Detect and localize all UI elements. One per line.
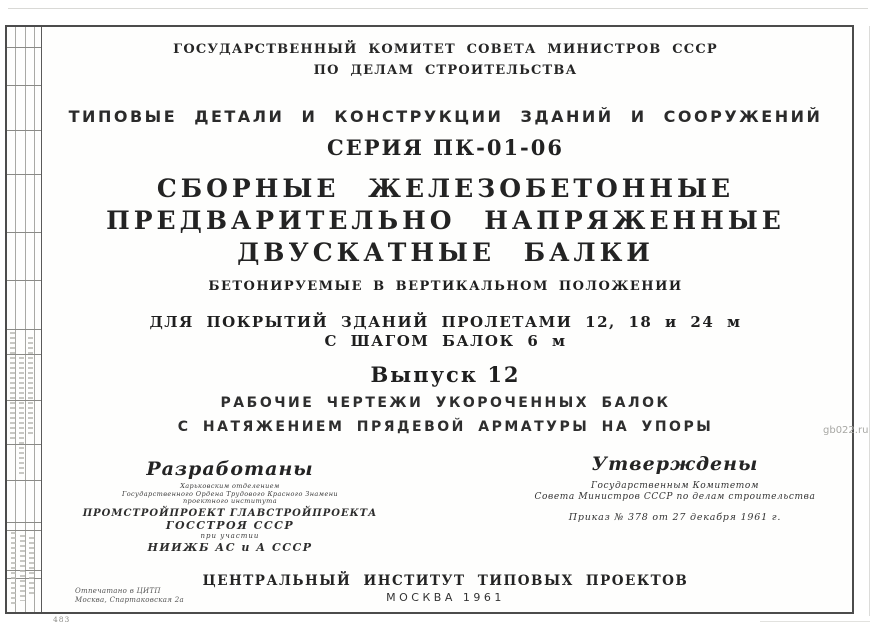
approved-line2: Совета Министров СССР по делам строительства — [534, 492, 816, 502]
developed-line: проектного института — [182, 497, 278, 505]
issue-description-line2: С НАТЯЖЕНИЕМ ПРЯДЕВОЙ АРМАТУРЫ НА УПОРЫ — [177, 419, 714, 435]
stamp-column-rule — [34, 27, 35, 612]
stamp-cell-divider — [7, 444, 41, 445]
illegible-stamp-writing — [10, 332, 15, 442]
issue-description-line1: РАБОЧИЕ ЧЕРТЕЖИ УКОРОЧЕННЫХ БАЛОК — [220, 395, 671, 411]
stamp-cell-divider — [7, 174, 41, 175]
stamp-cell-divider — [7, 232, 41, 233]
main-title-line1: СБОРНЫЕ ЖЕЛЕЗОБЕТОННЫЕ — [156, 174, 735, 203]
approved-line1: Государственным Комитетом — [590, 481, 760, 491]
main-title-line3: ДВУСКАТНЫЕ БАЛКИ — [237, 238, 654, 267]
application-line2: С ШАГОМ БАЛОК 6 м — [324, 332, 567, 350]
stamp-cell-divider — [7, 480, 41, 481]
stamp-cell-divider — [7, 530, 41, 531]
approved-by-block — [510, 453, 840, 523]
stamp-column-rule — [25, 27, 26, 612]
illegible-stamp-writing — [11, 532, 16, 604]
scan-edge-bottom — [760, 621, 870, 622]
subtitle-line: БЕТОНИРУЕМЫЕ В ВЕРТИКАЛЬНОМ ПОЛОЖЕНИИ — [208, 279, 683, 294]
stamp-cell-divider — [7, 130, 41, 131]
print-note-line2: Москва, Спартаковская 2а — [75, 595, 184, 604]
illegible-stamp-writing — [19, 357, 24, 477]
developed-line: ПРОМСТРОЙПРОЕКТ ГЛАВСТРОЙПРОЕКТА — [82, 507, 378, 519]
stamp-cell-divider — [7, 280, 41, 281]
stamp-column — [7, 27, 42, 612]
illegible-stamp-writing — [28, 337, 33, 437]
stamp-column-rule — [15, 27, 16, 612]
application-line1: ДЛЯ ПОКРЫТИЙ ЗДАНИЙ ПРОЛЕТАМИ 12, 18 и 24 м — [149, 313, 742, 331]
title-page-content — [40, 25, 851, 614]
print-note — [75, 587, 184, 604]
developed-line: Государственного Ордена Трудового Красного Знамени — [122, 489, 338, 498]
committee-name-line1: ГОСУДАРСТВЕННЫЙ КОМИТЕТ СОВЕТА МИНИСТРОВ СССР — [173, 42, 718, 57]
print-note-line1: Отпечатано в ЦИТП — [75, 587, 161, 595]
city-and-year: МОСКВА 1961 — [386, 591, 505, 604]
stamp-cell-divider — [7, 47, 41, 48]
scan-edge-right — [869, 26, 870, 616]
publisher-institute: ЦЕНТРАЛЬНЫЙ ИНСТИТУТ ТИПОВЫХ ПРОЕКТОВ — [202, 573, 689, 589]
developed-line: НИИЖБ АС и А СССР — [147, 540, 313, 554]
main-title-line2: ПРЕДВАРИТЕЛЬНО НАПРЯЖЕННЫЕ — [106, 206, 785, 235]
scan-edge-top — [8, 8, 868, 9]
developed-by-block — [40, 458, 420, 554]
developed-line: при участии — [200, 531, 260, 540]
stamp-cell-divider — [7, 329, 41, 330]
committee-name-line2: ПО ДЕЛАМ СТРОИТЕЛЬСТВА — [313, 63, 578, 78]
series-number: СЕРИЯ ПК-01-06 — [327, 135, 564, 160]
approval-order-line: Приказ № 378 от 27 декабря 1961 г. — [568, 512, 782, 523]
developed-line: ГОССТРОЯ СССР — [165, 518, 295, 532]
issue-label: Выпуск 12 — [370, 362, 521, 387]
illegible-stamp-writing — [29, 537, 34, 597]
sheet-number: 483 — [53, 615, 71, 624]
stamp-cell-divider — [7, 522, 41, 523]
illegible-stamp-writing — [20, 535, 25, 601]
developed-line: Харьковским отделением — [180, 482, 280, 490]
series-kind-line: ТИПОВЫЕ ДЕТАЛИ И КОНСТРУКЦИИ ЗДАНИЙ И СООРУЖЕНИЙ — [68, 107, 823, 126]
site-watermark: gb022.ru — [823, 425, 869, 436]
stamp-cell-divider — [7, 85, 41, 86]
approved-heading: Утверждены — [591, 453, 759, 475]
developed-heading: Разработаны — [146, 458, 314, 480]
